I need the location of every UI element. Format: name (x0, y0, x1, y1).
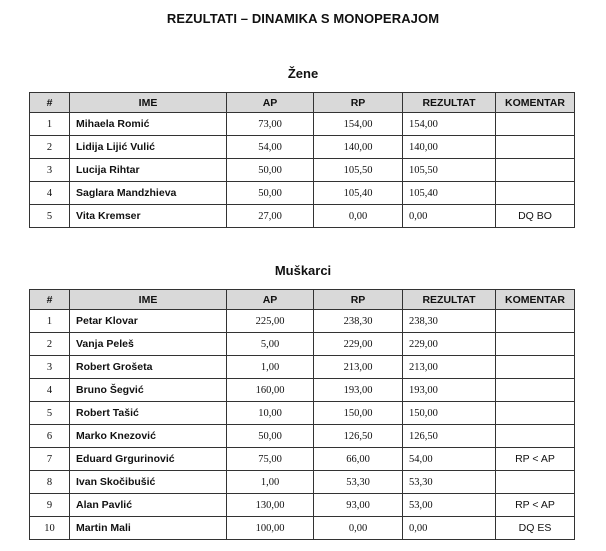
cell-comment (496, 182, 575, 205)
cell-num: 5 (30, 205, 70, 228)
table-row (30, 471, 575, 494)
header-result: REZULTAT (403, 290, 496, 310)
cell-num: 9 (30, 494, 70, 517)
cell-name: Mihaela Romić (70, 113, 227, 136)
cell-result: 105,40 (403, 182, 496, 205)
table-row (30, 379, 575, 402)
cell-name: Petar Klovar (70, 310, 227, 333)
cell-name: Saglara Mandzhieva (70, 182, 227, 205)
cell-ap: 50,00 (227, 159, 314, 182)
cell-ap: 10,00 (227, 402, 314, 425)
cell-num: 1 (30, 310, 70, 333)
table-row (30, 182, 575, 205)
cell-comment: DQ BO (496, 205, 575, 228)
cell-name: Lucija Rihtar (70, 159, 227, 182)
header-ap: AP (227, 93, 314, 113)
header-num: # (30, 290, 70, 310)
header-name: IME (70, 93, 227, 113)
cell-ap: 75,00 (227, 448, 314, 471)
cell-rp: 140,00 (314, 136, 403, 159)
document-title: REZULTATI – DINAMIKA S MONOPERAJOM (166, 11, 440, 26)
section-title-muskarci: Muškarci (274, 263, 332, 278)
header-name: IME (70, 290, 227, 310)
cell-rp: 193,00 (314, 379, 403, 402)
cell-rp: 0,00 (314, 517, 403, 540)
cell-comment (496, 402, 575, 425)
header-comment: KOMENTAR (496, 290, 575, 310)
table-row (30, 402, 575, 425)
cell-rp: 126,50 (314, 425, 403, 448)
header-comment: KOMENTAR (496, 93, 575, 113)
table-row (30, 333, 575, 356)
table-row (30, 310, 575, 333)
cell-comment (496, 333, 575, 356)
cell-name: Lidija Lijić Vulić (70, 136, 227, 159)
cell-rp: 66,00 (314, 448, 403, 471)
cell-result: 150,00 (403, 402, 496, 425)
table-row (30, 517, 575, 540)
cell-comment (496, 471, 575, 494)
cell-comment: RP < AP (496, 448, 575, 471)
cell-rp: 150,00 (314, 402, 403, 425)
cell-result: 140,00 (403, 136, 496, 159)
cell-result: 193,00 (403, 379, 496, 402)
cell-num: 4 (30, 379, 70, 402)
table-row (30, 136, 575, 159)
cell-result: 0,00 (403, 517, 496, 540)
cell-result: 105,50 (403, 159, 496, 182)
cell-result: 53,30 (403, 471, 496, 494)
cell-comment (496, 136, 575, 159)
cell-num: 6 (30, 425, 70, 448)
cell-ap: 225,00 (227, 310, 314, 333)
cell-ap: 130,00 (227, 494, 314, 517)
cell-result: 0,00 (403, 205, 496, 228)
cell-rp: 238,30 (314, 310, 403, 333)
cell-name: Robert Grošeta (70, 356, 227, 379)
cell-name: Martin Mali (70, 517, 227, 540)
cell-ap: 27,00 (227, 205, 314, 228)
cell-num: 4 (30, 182, 70, 205)
table-row (30, 356, 575, 379)
cell-ap: 5,00 (227, 333, 314, 356)
cell-result: 229,00 (403, 333, 496, 356)
cell-comment (496, 159, 575, 182)
cell-num: 3 (30, 356, 70, 379)
cell-rp: 53,30 (314, 471, 403, 494)
cell-ap: 160,00 (227, 379, 314, 402)
cell-num: 1 (30, 113, 70, 136)
cell-rp: 105,50 (314, 159, 403, 182)
cell-name: Vita Kremser (70, 205, 227, 228)
results-table-muskarci (29, 289, 575, 540)
table-header-row (30, 290, 575, 310)
cell-result: 53,00 (403, 494, 496, 517)
section-title-zene: Žene (287, 66, 319, 81)
table-row (30, 448, 575, 471)
cell-rp: 93,00 (314, 494, 403, 517)
header-ap: AP (227, 290, 314, 310)
header-rp: RP (314, 93, 403, 113)
table-row (30, 205, 575, 228)
table-row (30, 159, 575, 182)
cell-num: 2 (30, 136, 70, 159)
cell-num: 7 (30, 448, 70, 471)
table-header-row (30, 93, 575, 113)
cell-comment (496, 310, 575, 333)
cell-ap: 1,00 (227, 356, 314, 379)
cell-rp: 0,00 (314, 205, 403, 228)
cell-result: 54,00 (403, 448, 496, 471)
cell-comment (496, 113, 575, 136)
header-num: # (30, 93, 70, 113)
results-table-zene (29, 92, 575, 228)
cell-result: 213,00 (403, 356, 496, 379)
cell-comment (496, 379, 575, 402)
cell-ap: 50,00 (227, 425, 314, 448)
cell-ap: 50,00 (227, 182, 314, 205)
cell-comment (496, 356, 575, 379)
cell-num: 3 (30, 159, 70, 182)
cell-result: 126,50 (403, 425, 496, 448)
cell-name: Robert Tašić (70, 402, 227, 425)
cell-num: 2 (30, 333, 70, 356)
cell-ap: 1,00 (227, 471, 314, 494)
cell-name: Bruno Šegvić (70, 379, 227, 402)
cell-name: Eduard Grgurinović (70, 448, 227, 471)
table-row (30, 494, 575, 517)
cell-ap: 100,00 (227, 517, 314, 540)
cell-name: Vanja Peleš (70, 333, 227, 356)
cell-comment (496, 425, 575, 448)
cell-rp: 229,00 (314, 333, 403, 356)
cell-ap: 54,00 (227, 136, 314, 159)
cell-result: 154,00 (403, 113, 496, 136)
cell-num: 10 (30, 517, 70, 540)
header-result: REZULTAT (403, 93, 496, 113)
cell-result: 238,30 (403, 310, 496, 333)
cell-num: 5 (30, 402, 70, 425)
cell-comment: RP < AP (496, 494, 575, 517)
cell-num: 8 (30, 471, 70, 494)
cell-ap: 73,00 (227, 113, 314, 136)
table-row (30, 425, 575, 448)
cell-rp: 213,00 (314, 356, 403, 379)
table-row (30, 113, 575, 136)
cell-name: Ivan Skočibušić (70, 471, 227, 494)
header-rp: RP (314, 290, 403, 310)
cell-comment: DQ ES (496, 517, 575, 540)
cell-name: Marko Knezović (70, 425, 227, 448)
cell-rp: 154,00 (314, 113, 403, 136)
cell-name: Alan Pavlić (70, 494, 227, 517)
cell-rp: 105,40 (314, 182, 403, 205)
